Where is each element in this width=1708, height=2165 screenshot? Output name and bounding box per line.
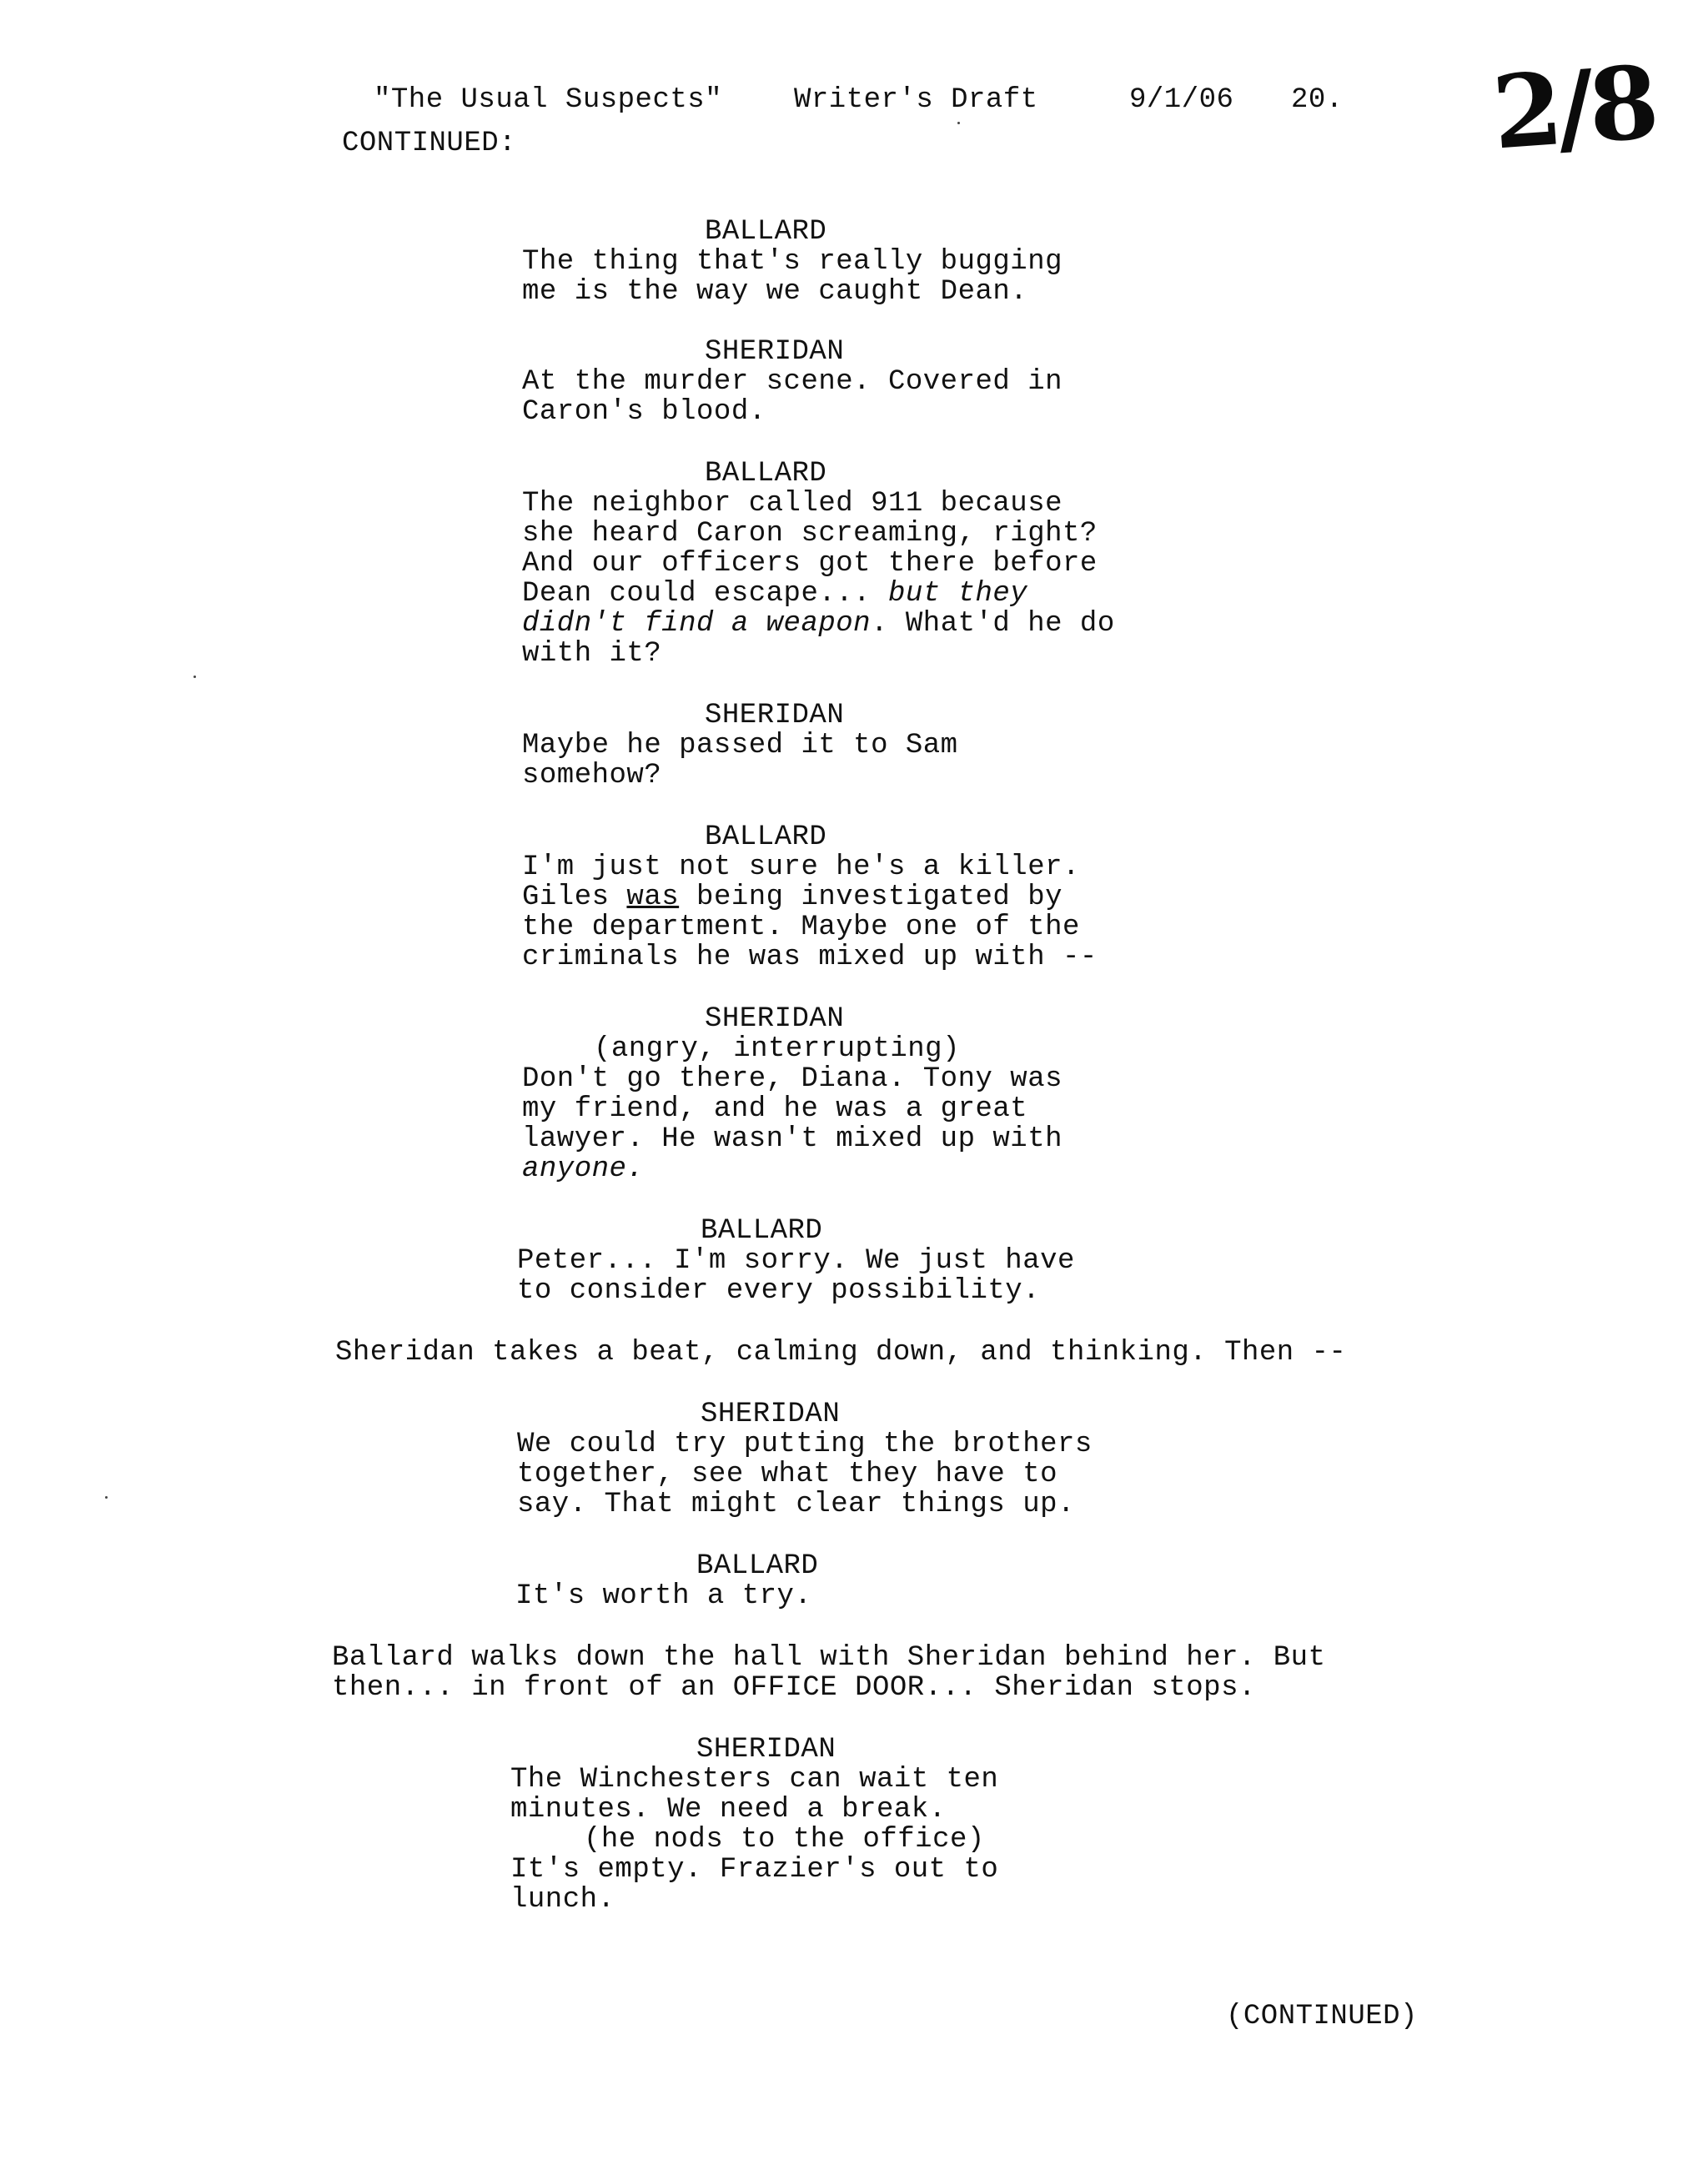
parenthetical: (angry, interrupting) <box>594 1033 960 1065</box>
draft-date: 9/1/06 <box>1129 84 1234 116</box>
character-cue: BALLARD <box>705 458 827 490</box>
dialogue-line: to consider every possibility. <box>517 1275 1041 1307</box>
dialogue-line: somehow? <box>522 760 662 791</box>
dialogue-line: Peter... I'm sorry. We just have <box>517 1245 1075 1277</box>
underlined-text: was <box>626 882 680 913</box>
dialogue-line: me is the way we caught Dean. <box>522 276 1028 308</box>
scan-speck <box>957 122 960 124</box>
dialogue-line: I'm just not sure he's a killer. <box>522 851 1080 883</box>
character-cue: SHERIDAN <box>705 1003 845 1035</box>
dialogue-line: lawyer. He wasn't mixed up with <box>522 1123 1063 1155</box>
script-title: "The Usual Suspects" <box>374 84 723 116</box>
dialogue-line: At the murder scene. Covered in <box>522 366 1063 398</box>
character-cue: SHERIDAN <box>696 1734 836 1766</box>
dialogue-line: didn't find a weapon. What'd he do <box>522 608 1115 640</box>
emphasis-text: didn't find a weapon <box>522 608 872 640</box>
character-cue: BALLARD <box>696 1550 819 1582</box>
dialogue-line: The neighbor called 911 because <box>522 488 1063 520</box>
dialogue-line: my friend, and he was a great <box>522 1093 1028 1125</box>
action-line: then... in front of an OFFICE DOOR... Sheridan stops. <box>332 1672 1256 1704</box>
dialogue-line: Dean could escape... but they <box>522 578 1028 610</box>
draft-label: Writer's Draft <box>794 84 1038 116</box>
handwritten-page-count: 2/8 <box>1489 43 1658 173</box>
dialogue-line: Don't go there, Diana. Tony was <box>522 1063 1063 1095</box>
dialogue-line: Maybe he passed it to Sam <box>522 730 958 761</box>
dialogue-line: she heard Caron screaming, right? <box>522 518 1098 550</box>
dialogue-line: say. That might clear things up. <box>517 1489 1075 1520</box>
dialogue-line: Caron's blood. <box>522 396 766 428</box>
character-cue: SHERIDAN <box>705 700 845 731</box>
character-cue: SHERIDAN <box>701 1399 841 1430</box>
dialogue-line: Giles was being investigated by <box>522 882 1063 913</box>
emphasis-text: but they <box>887 578 1028 610</box>
dialogue-line: And our officers got there before <box>522 548 1098 580</box>
continued-bottom: (CONTINUED) <box>1226 2001 1418 2032</box>
character-cue: SHERIDAN <box>705 336 845 368</box>
dialogue-line: It's empty. Frazier's out to <box>510 1854 999 1886</box>
dialogue-line: with it? <box>522 638 662 670</box>
character-cue: BALLARD <box>705 821 827 853</box>
dialogue-line: anyone. <box>522 1153 645 1185</box>
dialogue-line: criminals he was mixed up with -- <box>522 942 1098 973</box>
dialogue-line: together, see what they have to <box>517 1459 1058 1490</box>
dialogue-line: It's worth a try. <box>515 1580 812 1612</box>
parenthetical: (he nods to the office) <box>584 1824 985 1856</box>
continued-top: CONTINUED: <box>342 128 517 159</box>
dialogue-line: lunch. <box>510 1884 615 1916</box>
character-cue: BALLARD <box>705 216 827 248</box>
dialogue-line: The Winchesters can wait ten <box>510 1764 999 1796</box>
dialogue-line: the department. Maybe one of the <box>522 912 1080 943</box>
scan-speck <box>193 676 196 678</box>
scan-speck <box>105 1496 108 1499</box>
dialogue-line: minutes. We need a break. <box>510 1794 947 1826</box>
dialogue-line: We could try putting the brothers <box>517 1429 1093 1460</box>
action-line: Sheridan takes a beat, calming down, and thinking. Then -- <box>335 1337 1347 1369</box>
page-number: 20. <box>1291 84 1344 116</box>
character-cue: BALLARD <box>701 1215 823 1247</box>
dialogue-line: The thing that's really bugging <box>522 246 1063 278</box>
action-line: Ballard walks down the hall with Sheridan behind her. But <box>332 1642 1326 1674</box>
